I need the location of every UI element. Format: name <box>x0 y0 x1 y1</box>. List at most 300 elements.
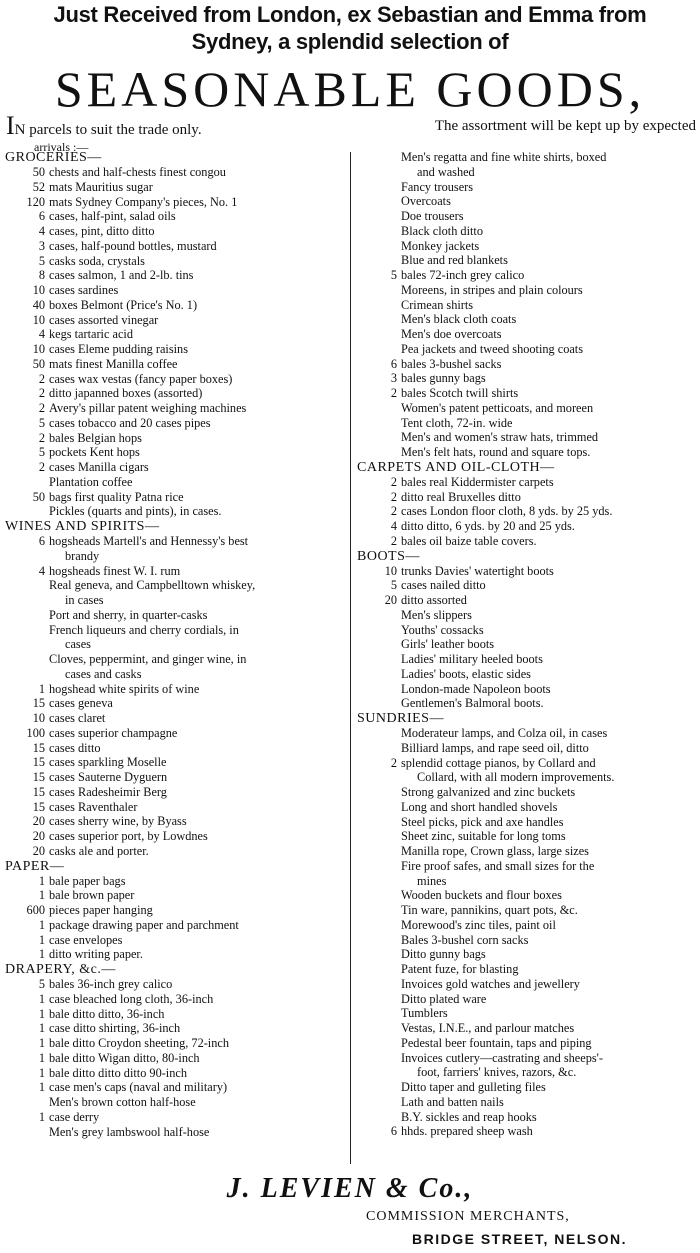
list-item <box>5 372 348 387</box>
list-item <box>357 283 697 298</box>
item-quantity: 1 <box>38 888 45 903</box>
item-text: Vestas, I.N.E., and parlour matches <box>401 1021 575 1035</box>
list-item <box>5 888 348 903</box>
list-item <box>5 785 348 800</box>
list-item <box>5 696 348 711</box>
item-text: splendid cottage pianos, by Collard and <box>401 755 596 770</box>
list-item <box>357 741 697 756</box>
item-text: Lath and batten nails <box>401 1094 504 1109</box>
item-quantity: 3 <box>38 238 45 253</box>
item-text: Billiard lamps, and rape seed oil, ditto <box>401 740 589 755</box>
list-item <box>357 564 697 579</box>
section-heading: BOOTS— <box>357 548 420 564</box>
item-text: cases <box>65 637 91 652</box>
list-item <box>5 195 348 210</box>
list-item <box>5 549 348 564</box>
item-quantity: 2 <box>390 755 397 770</box>
item-quantity: 8 <box>38 268 45 283</box>
list-item <box>5 593 348 608</box>
list-item <box>5 224 348 239</box>
list-item <box>357 445 697 460</box>
list-item <box>5 800 348 815</box>
item-quantity: 4 <box>390 519 397 533</box>
item-text: Port and sherry, in quarter-casks <box>49 607 208 622</box>
item-text: mines <box>417 873 447 888</box>
list-item <box>5 357 348 372</box>
item-quantity: 2 <box>390 474 397 489</box>
item-text: mats finest Manilla coffee <box>49 356 178 371</box>
item-text: Avery's pillar patent weighing machines <box>49 401 247 415</box>
list-item <box>5 608 348 623</box>
list-item <box>357 1021 697 1036</box>
list-item <box>5 667 348 682</box>
list-item <box>5 534 348 549</box>
list-item <box>5 770 348 785</box>
list-item <box>357 224 697 239</box>
list-item <box>5 741 348 756</box>
item-text: bales oil baize table covers. <box>401 533 537 548</box>
item-text: case ditto shirting, 36-inch <box>49 1021 181 1036</box>
item-text: Real geneva, and Campbelltown whiskey, <box>49 578 256 593</box>
item-quantity: 15 <box>32 799 45 814</box>
list-item <box>357 386 697 401</box>
item-text: case envelopes <box>49 932 123 947</box>
list-item <box>5 401 348 416</box>
list-item <box>357 667 697 682</box>
item-quantity: 2 <box>390 533 397 548</box>
item-text: Men's grey lambswool half-hose <box>49 1124 210 1139</box>
item-text: Ladies' military heeled boots <box>401 652 543 666</box>
list-item <box>357 888 697 903</box>
item-text: bags first quality Patna rice <box>49 489 184 504</box>
item-text: cases nailed ditto <box>401 578 486 593</box>
list-item <box>357 342 697 357</box>
item-text: bales 72-inch grey calico <box>401 268 525 282</box>
item-text: Ladies' boots, elastic sides <box>401 666 531 681</box>
item-quantity: 6 <box>390 356 397 371</box>
item-text: Men's slippers <box>401 607 472 622</box>
item-text: hogsheads finest W. I. rum <box>49 563 181 578</box>
item-quantity: 6 <box>390 1124 397 1139</box>
item-text: chests and half-chests finest congou <box>49 165 226 179</box>
item-text: cases wax vestas (fancy paper boxes) <box>49 371 233 386</box>
list-item <box>5 1095 348 1110</box>
item-quantity: 2 <box>38 401 45 415</box>
list-item <box>357 637 697 652</box>
list-item <box>5 165 348 180</box>
item-text: bale ditto Croydon sheeting, 72-inch <box>49 1036 229 1050</box>
item-text: ditto real Bruxelles ditto <box>401 489 521 504</box>
list-item <box>357 815 697 830</box>
item-text: pieces paper hanging <box>49 903 153 917</box>
list-item <box>357 1124 697 1139</box>
item-text: Moderateur lamps, and Colza oil, in cases <box>401 726 608 740</box>
item-quantity: 40 <box>32 297 45 312</box>
list-item <box>5 1125 348 1140</box>
item-text: cases, half-pint, salad oils <box>49 209 176 224</box>
list-item <box>5 933 348 948</box>
item-text: cases claret <box>49 711 106 725</box>
header-line-1: Just Received from London, ex Sebastian and Emma from <box>53 2 647 27</box>
item-text: Morewood's zinc tiles, paint oil <box>401 917 556 932</box>
item-quantity: 20 <box>32 843 45 858</box>
list-item <box>357 874 697 889</box>
item-text: Youths' cossacks <box>401 622 484 637</box>
item-text: cases Raventhaler <box>49 799 138 814</box>
item-text: trunks Davies' watertight boots <box>401 563 554 578</box>
section-heading: CARPETS AND OIL-CLOTH— <box>357 459 555 475</box>
section-heading: PAPER— <box>5 858 65 874</box>
left-column <box>5 150 348 1139</box>
right-column <box>357 150 697 1139</box>
list-item <box>357 1080 697 1095</box>
list-item <box>357 150 697 165</box>
item-quantity: 1 <box>38 1021 45 1036</box>
list-item <box>357 903 697 918</box>
list-item <box>357 416 697 431</box>
item-text: cases, pint, ditto ditto <box>49 224 155 238</box>
list-item <box>5 1066 348 1081</box>
list-item <box>357 578 697 593</box>
item-quantity: 600 <box>26 903 45 917</box>
list-item <box>357 947 697 962</box>
list-item <box>5 490 348 505</box>
item-quantity: 2 <box>390 489 397 504</box>
item-text: boxes Belmont (Price's No. 1) <box>49 297 198 312</box>
list-item <box>5 298 348 313</box>
item-text: Fire proof safes, and small sizes for the <box>401 858 595 873</box>
item-text: foot, farriers' knives, razors, &c. <box>417 1065 577 1080</box>
list-item <box>5 874 348 889</box>
list-item <box>5 342 348 357</box>
item-text: Manilla rope, Crown glass, large sizes <box>401 844 589 858</box>
list-item <box>357 608 697 623</box>
list-item <box>5 283 348 298</box>
list-item <box>5 977 348 992</box>
list-item <box>5 475 348 490</box>
list-item <box>5 829 348 844</box>
list-item <box>357 1065 697 1080</box>
item-quantity: 10 <box>32 283 45 297</box>
item-text: Men's doe overcoats <box>401 327 502 341</box>
item-text: cases superior champagne <box>49 725 178 740</box>
item-text: case bleached long cloth, 36-inch <box>49 991 214 1006</box>
section-heading: SUNDRIES— <box>357 711 444 726</box>
item-text: cases Eleme pudding raisins <box>49 342 188 356</box>
item-text: Collard, with all modern improvements. <box>417 770 615 785</box>
item-text: Wooden buckets and flour boxes <box>401 888 562 903</box>
list-item <box>5 1080 348 1095</box>
list-item <box>5 313 348 328</box>
list-item <box>5 431 348 446</box>
list-item <box>5 682 348 697</box>
item-text: Bales 3-bushel corn sacks <box>401 932 529 947</box>
item-text: ditto ditto, 6 yds. by 20 and 25 yds. <box>401 519 575 533</box>
list-item <box>357 756 697 771</box>
item-text: casks ale and porter. <box>49 843 149 858</box>
item-text: Sheet zinc, suitable for long toms <box>401 829 566 844</box>
item-text: bale ditto ditto ditto 90-inch <box>49 1065 187 1080</box>
intro-dropcap: I <box>6 111 15 140</box>
item-text: ditto japanned boxes (assorted) <box>49 386 203 401</box>
list-item <box>357 239 697 254</box>
item-text: cases, half-pound bottles, mustard <box>49 238 217 253</box>
list-item <box>5 1021 348 1036</box>
section-heading: DRAPERY, &c.— <box>5 962 116 977</box>
list-item <box>5 652 348 667</box>
item-quantity: 5 <box>390 578 397 593</box>
item-text: Ditto gunny bags <box>401 947 486 962</box>
item-text: cases sparkling Moselle <box>49 755 167 770</box>
header-line-2: Sydney, a splendid selection of <box>191 29 509 54</box>
list-item <box>357 475 697 490</box>
item-text: bales real Kiddermister carpets <box>401 474 554 489</box>
item-text: Plantation coffee <box>49 474 133 489</box>
list-item <box>357 682 697 697</box>
item-quantity: 20 <box>32 829 45 843</box>
list-item <box>357 623 697 638</box>
list-item <box>357 534 697 549</box>
item-quantity: 15 <box>32 696 45 711</box>
item-text: Blue and red blankets <box>401 253 508 268</box>
list-item <box>357 1110 697 1125</box>
item-quantity: 2 <box>390 386 397 400</box>
item-text: Women's patent petticoats, and moreen <box>401 400 594 415</box>
item-quantity: 4 <box>38 224 45 238</box>
item-quantity: 1 <box>38 681 45 696</box>
item-quantity: 52 <box>32 179 45 194</box>
list-item <box>5 918 348 933</box>
list-item <box>357 726 697 741</box>
list-item <box>5 1036 348 1051</box>
item-text: Tin ware, pannikins, quart pots, &c. <box>401 903 578 917</box>
item-quantity: 1 <box>38 1080 45 1095</box>
item-quantity: 10 <box>384 563 397 578</box>
list-item <box>5 903 348 918</box>
list-item <box>5 711 348 726</box>
item-text: Tent cloth, 72-in. wide <box>401 415 513 430</box>
firm-address: BRIDGE STREET, NELSON. <box>412 1231 628 1247</box>
item-text: Men's black cloth coats <box>401 312 517 327</box>
firm-name: J. LEVIEN & Co., <box>226 1173 474 1204</box>
list-item <box>5 327 348 342</box>
item-quantity: 1 <box>38 1109 45 1124</box>
item-text: bale paper bags <box>49 873 126 888</box>
item-text: Girls' leather boots <box>401 637 495 652</box>
item-quantity: 1 <box>38 1036 45 1050</box>
item-text: hogsheads Martell's and Hennessy's best <box>49 534 249 548</box>
list-item <box>5 637 348 652</box>
list-item <box>357 800 697 815</box>
item-text: Crimean shirts <box>401 297 474 312</box>
item-text: kegs tartaric acid <box>49 327 133 342</box>
list-item <box>5 268 348 283</box>
item-text: Pedestal beer fountain, taps and piping <box>401 1035 592 1050</box>
item-text: London-made Napoleon boots <box>401 681 551 696</box>
item-quantity: 120 <box>26 194 45 209</box>
list-item <box>5 947 348 962</box>
item-text: Men's and women's straw hats, trimmed <box>401 430 599 445</box>
item-text: Black cloth ditto <box>401 223 483 238</box>
item-text: hhds. prepared sheep wash <box>401 1124 533 1139</box>
item-quantity: 2 <box>390 504 397 519</box>
item-quantity: 2 <box>38 371 45 386</box>
list-item <box>357 209 697 224</box>
item-quantity: 20 <box>32 814 45 829</box>
item-quantity: 50 <box>32 489 45 504</box>
item-text: bales gunny bags <box>401 371 486 386</box>
item-text: hogshead white spirits of wine <box>49 681 200 696</box>
intro-text-b: The assortment will be kept up by expected <box>434 118 696 134</box>
item-quantity: 15 <box>32 755 45 770</box>
firm-role: COMMISSION MERCHANTS, <box>366 1209 570 1224</box>
item-text: cases Radesheimir Berg <box>49 784 167 799</box>
item-quantity: 1 <box>38 1050 45 1065</box>
item-text: ditto writing paper. <box>49 947 143 962</box>
item-text: Moreens, in stripes and plain colours <box>401 282 583 297</box>
list-item <box>357 962 697 977</box>
list-item <box>5 445 348 460</box>
item-text: Pea jackets and tweed shooting coats <box>401 341 584 356</box>
intro-text-a: N parcels to suit the trade only. <box>14 122 202 138</box>
list-item <box>5 239 348 254</box>
item-quantity: 5 <box>38 977 45 991</box>
item-text: and washed <box>417 164 475 179</box>
item-text: mats Sydney Company's pieces, No. 1 <box>49 194 238 209</box>
item-quantity: 20 <box>384 593 397 607</box>
list-item <box>357 593 697 608</box>
list-item <box>5 460 348 475</box>
item-quantity: 1 <box>38 1006 45 1021</box>
item-text: Pickles (quarts and pints), in cases. <box>49 504 222 519</box>
list-item <box>357 859 697 874</box>
list-item <box>357 253 697 268</box>
intro-paragraph <box>6 111 696 154</box>
item-text: Overcoats <box>401 194 451 209</box>
list-item <box>5 209 348 224</box>
item-text: French liqueurs and cherry cordials, in <box>49 622 239 637</box>
list-item <box>5 844 348 859</box>
list-item <box>357 371 697 386</box>
list-item <box>357 1095 697 1110</box>
list-item <box>357 504 697 519</box>
list-item <box>5 578 348 593</box>
item-quantity: 1 <box>38 873 45 888</box>
item-text: Tumblers <box>401 1006 448 1021</box>
item-text: bales 36-inch grey calico <box>49 977 173 991</box>
list-item <box>5 386 348 401</box>
item-text: cases sardines <box>49 283 119 297</box>
item-quantity: 2 <box>38 386 45 401</box>
list-item <box>357 918 697 933</box>
list-item <box>357 992 697 1007</box>
column-divider <box>350 152 351 1164</box>
list-item <box>357 194 697 209</box>
list-item <box>357 829 697 844</box>
item-quantity: 50 <box>32 165 45 179</box>
item-quantity: 1 <box>38 932 45 947</box>
item-text: cases geneva <box>49 696 113 711</box>
list-item <box>357 1036 697 1051</box>
item-quantity: 15 <box>32 770 45 784</box>
item-text: Steel picks, pick and axe handles <box>401 814 564 829</box>
item-text: cases sherry wine, by Byass <box>49 814 187 829</box>
section-heading: WINES AND SPIRITS— <box>5 519 160 534</box>
list-item <box>357 977 697 992</box>
list-item <box>357 490 697 505</box>
list-item <box>357 696 697 711</box>
item-text: cases ditto <box>49 740 101 755</box>
item-quantity: 4 <box>38 327 45 342</box>
list-item <box>357 401 697 416</box>
item-quantity: 5 <box>38 415 45 430</box>
list-item <box>5 564 348 579</box>
list-item <box>5 1110 348 1125</box>
item-text: Fancy trousers <box>401 179 474 194</box>
item-text: case derry <box>49 1109 100 1124</box>
item-text: Men's felt hats, round and square tops. <box>401 445 591 459</box>
intro-text-c: arrivals :— <box>34 140 89 154</box>
item-text: ditto assorted <box>401 593 467 607</box>
list-item <box>5 1007 348 1022</box>
list-item <box>357 933 697 948</box>
item-text: cases Sauterne Dyguern <box>49 770 168 784</box>
list-item <box>357 844 697 859</box>
item-quantity: 5 <box>38 445 45 460</box>
item-text: bale ditto ditto, 36-inch <box>49 1006 165 1021</box>
item-text: pockets Kent hops <box>49 445 140 460</box>
item-text: bales 3-bushel sacks <box>401 356 502 371</box>
item-text: cases tobacco and 20 cases pipes <box>49 415 211 430</box>
item-text: Strong galvanized and zinc buckets <box>401 785 576 799</box>
item-quantity: 5 <box>390 268 397 282</box>
item-text: cases salmon, 1 and 2-lb. tins <box>49 268 194 283</box>
list-item <box>357 1006 697 1021</box>
item-text: Doe trousers <box>401 209 464 223</box>
item-quantity: 3 <box>390 371 397 386</box>
item-text: Patent fuze, for blasting <box>401 962 519 976</box>
list-item <box>357 519 697 534</box>
list-item <box>5 416 348 431</box>
item-quantity: 5 <box>38 253 45 268</box>
item-text: Cloves, peppermint, and ginger wine, in <box>49 652 247 666</box>
item-text: cases and casks <box>65 666 142 681</box>
item-text: Ditto plated ware <box>401 991 487 1006</box>
item-quantity: 6 <box>38 209 45 224</box>
item-quantity: 100 <box>26 725 45 740</box>
list-item <box>357 357 697 372</box>
item-quantity: 15 <box>32 740 45 755</box>
item-text: Gentlemen's Balmoral boots. <box>401 696 544 711</box>
item-text: cases assorted vinegar <box>49 312 159 327</box>
item-text: Long and short handled shovels <box>401 799 558 814</box>
item-quantity: 6 <box>38 534 45 548</box>
item-text: bale brown paper <box>49 888 135 903</box>
item-quantity: 1 <box>38 947 45 962</box>
list-item <box>5 992 348 1007</box>
item-quantity: 10 <box>32 342 45 356</box>
item-text: cases Manilla cigars <box>49 460 149 474</box>
list-item <box>357 327 697 342</box>
item-text: mats Mauritius sugar <box>49 179 153 194</box>
list-item <box>357 652 697 667</box>
item-quantity: 2 <box>38 430 45 445</box>
item-text: cases London floor cloth, 8 yds. by 25 yds. <box>401 504 613 519</box>
item-text: in cases <box>65 593 104 607</box>
item-quantity: 1 <box>38 1065 45 1080</box>
item-text: bales Belgian hops <box>49 430 142 445</box>
item-quantity: 4 <box>38 563 45 578</box>
